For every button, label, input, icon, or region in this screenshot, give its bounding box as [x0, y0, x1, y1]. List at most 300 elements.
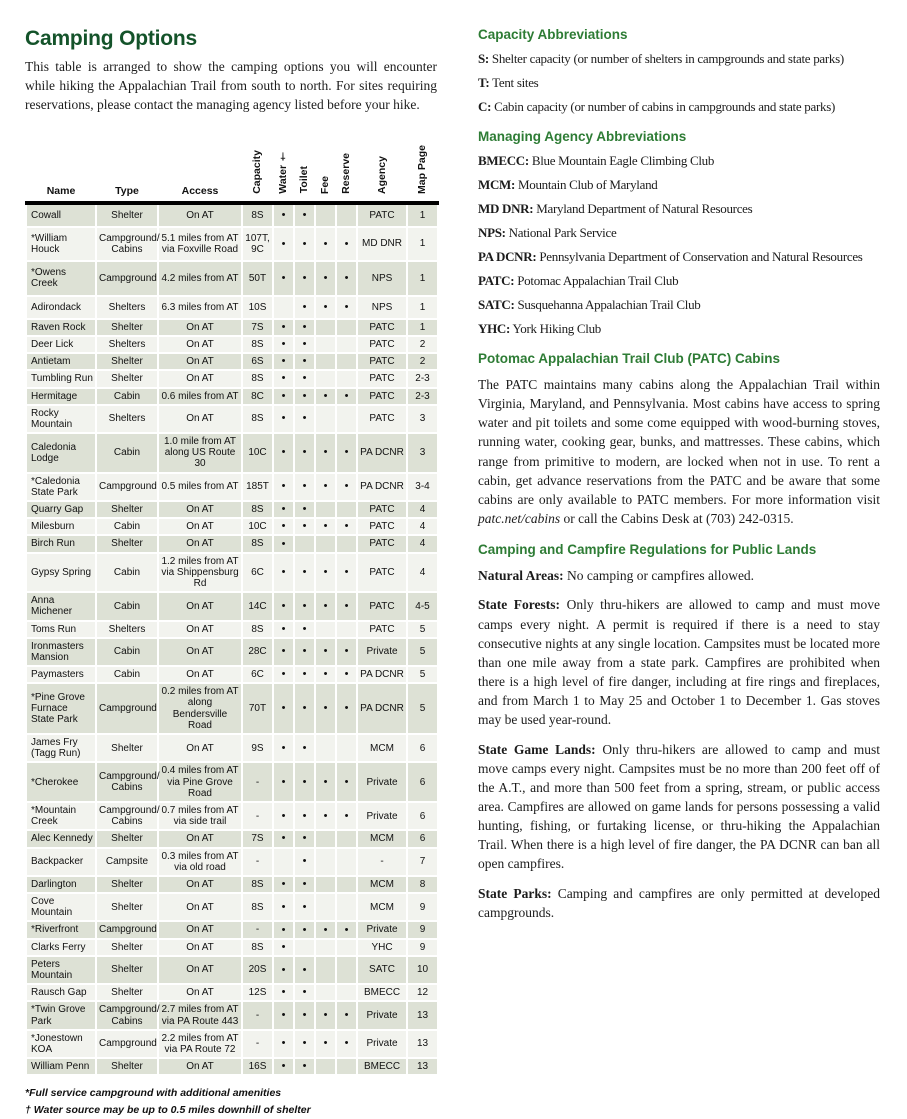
site-capacity: 70T — [242, 683, 273, 734]
water-dot: • — [273, 734, 294, 762]
site-agency: PATC — [357, 370, 407, 387]
site-access: On AT — [158, 921, 242, 938]
water-dot: • — [273, 592, 294, 620]
water-dot: • — [273, 1030, 294, 1058]
site-access: 0.5 miles from AT — [158, 473, 242, 501]
site-access: On AT — [158, 535, 242, 552]
site-type: Cabin — [96, 518, 158, 535]
toilet-dot: • — [294, 296, 315, 319]
site-agency: PATC — [357, 353, 407, 370]
reserve-dot — [336, 336, 357, 353]
site-name: *Pine Grove Furnace State Park — [26, 683, 96, 734]
site-agency: Private — [357, 638, 407, 666]
agency-abbreviations-section — [478, 129, 880, 337]
toilet-dot: • — [294, 683, 315, 734]
site-capacity: 8S — [242, 336, 273, 353]
water-dot: • — [273, 319, 294, 336]
water-dot: • — [273, 336, 294, 353]
site-type: Shelter — [96, 830, 158, 847]
table-row — [26, 876, 438, 893]
water-dot: • — [273, 876, 294, 893]
site-name: *Mountain Creek — [26, 802, 96, 830]
col-header-name: Name — [26, 129, 96, 203]
site-access: On AT — [158, 876, 242, 893]
fee-dot: • — [315, 433, 336, 473]
regulation-natural-areas: Natural Areas: No camping or campfires allowed. — [478, 568, 755, 584]
site-map-page: 5 — [407, 683, 438, 734]
site-map-page: 1 — [407, 296, 438, 319]
site-map-page: 6 — [407, 762, 438, 802]
patc-cabins-section — [478, 351, 880, 528]
site-map-page: 13 — [407, 1001, 438, 1029]
fee-dot — [315, 353, 336, 370]
site-map-page: 9 — [407, 893, 438, 921]
fee-dot: • — [315, 921, 336, 938]
table-row — [26, 501, 438, 518]
site-name: *Jonestown KOA — [26, 1030, 96, 1058]
site-agency: - — [357, 848, 407, 876]
col-header-toilet: Toilet — [294, 129, 315, 203]
site-access: 1.0 mile from AT along US Route 30 — [158, 433, 242, 473]
site-capacity: 20S — [242, 956, 273, 984]
toilet-dot: • — [294, 666, 315, 683]
reserve-dot — [336, 621, 357, 638]
reserve-dot: • — [336, 802, 357, 830]
toilet-dot: • — [294, 501, 315, 518]
reserve-dot — [336, 353, 357, 370]
reserve-dot — [336, 893, 357, 921]
reserve-dot — [336, 535, 357, 552]
site-agency: NPS — [357, 261, 407, 295]
toilet-dot: • — [294, 518, 315, 535]
site-capacity: 8S — [242, 370, 273, 387]
table-row — [26, 388, 438, 405]
fee-dot — [315, 501, 336, 518]
site-access: 5.1 miles from AT via Foxville Road — [158, 227, 242, 261]
info-column — [478, 27, 880, 932]
table-row — [26, 405, 438, 433]
site-map-page: 1 — [407, 319, 438, 336]
regulation-state-parks: State Parks: Camping and campfires are only permitted at developed campgrounds. — [478, 885, 880, 920]
table-row — [26, 921, 438, 938]
site-agency: PATC — [357, 553, 407, 593]
site-map-page: 1 — [407, 261, 438, 295]
site-map-page: 7 — [407, 848, 438, 876]
toilet-dot: • — [294, 802, 315, 830]
site-name: Tumbling Run — [26, 370, 96, 387]
reserve-dot: • — [336, 683, 357, 734]
table-row — [26, 893, 438, 921]
water-dot — [273, 848, 294, 876]
site-access: On AT — [158, 405, 242, 433]
reserve-dot — [336, 1058, 357, 1075]
site-agency: Private — [357, 1001, 407, 1029]
reserve-dot: • — [336, 388, 357, 405]
reserve-dot — [336, 939, 357, 956]
reserve-dot — [336, 370, 357, 387]
fee-dot — [315, 370, 336, 387]
site-capacity: 50T — [242, 261, 273, 295]
reserve-dot — [336, 405, 357, 433]
reserve-dot — [336, 319, 357, 336]
site-capacity: 10S — [242, 296, 273, 319]
site-access: On AT — [158, 353, 242, 370]
site-name: Caledonia Lodge — [26, 433, 96, 473]
site-type: Shelter — [96, 319, 158, 336]
site-name: *Caledonia State Park — [26, 473, 96, 501]
agency-abbreviations-heading: Managing Agency Abbreviations — [478, 129, 687, 144]
site-capacity: - — [242, 1001, 273, 1029]
fee-dot: • — [315, 296, 336, 319]
toilet-dot: • — [294, 227, 315, 261]
reserve-dot: • — [336, 638, 357, 666]
fee-dot: • — [315, 261, 336, 295]
site-type: Shelter — [96, 956, 158, 984]
site-capacity: 8S — [242, 876, 273, 893]
site-access: 4.2 miles from AT — [158, 261, 242, 295]
table-row — [26, 553, 438, 593]
site-map-page: 5 — [407, 621, 438, 638]
toilet-dot: • — [294, 1058, 315, 1075]
site-capacity: 6C — [242, 666, 273, 683]
site-agency: PATC — [357, 621, 407, 638]
site-name: Adirondack — [26, 296, 96, 319]
site-agency: YHC — [357, 939, 407, 956]
capacity-abbreviations-heading: Capacity Abbreviations — [478, 27, 628, 42]
site-name: Peters Mountain — [26, 956, 96, 984]
site-name: *Twin Grove Park — [26, 1001, 96, 1029]
site-capacity: 185T — [242, 473, 273, 501]
site-access: On AT — [158, 370, 242, 387]
col-header-fee: Fee — [315, 129, 336, 203]
fee-dot: • — [315, 666, 336, 683]
site-map-page: 4 — [407, 501, 438, 518]
site-access: On AT — [158, 518, 242, 535]
site-capacity: 6S — [242, 353, 273, 370]
toilet-dot: • — [294, 762, 315, 802]
site-map-page: 6 — [407, 830, 438, 847]
site-type: Shelters — [96, 336, 158, 353]
site-name: James Fry (Tagg Run) — [26, 734, 96, 762]
fee-dot — [315, 956, 336, 984]
site-map-page: 2 — [407, 336, 438, 353]
water-dot: • — [273, 1001, 294, 1029]
definition-nps: NPS: National Park Service — [478, 225, 617, 240]
site-type: Campground/ Cabins — [96, 227, 158, 261]
site-access: On AT — [158, 1058, 242, 1075]
table-row — [26, 370, 438, 387]
regulation-state-game-lands: State Game Lands: Only thru-hikers are allowed to camp and must move camps every night. Campsites must be no more than 200 feet off of the A.T., and more than 500 feet from a spring, stream, or public access area. Campfires are allowed on game lands for persons possessing a valid hunting, fishing, or furtaking license, or thru-hiking the Appalachian Trail. When there is a high level of fire danger, the PA DCNR can ban all open campfires. — [478, 741, 881, 872]
site-access: 0.3 miles from AT via old road — [158, 848, 242, 876]
site-type: Cabin — [96, 666, 158, 683]
site-name: Deer Lick — [26, 336, 96, 353]
reserve-dot: • — [336, 261, 357, 295]
site-type: Shelter — [96, 984, 158, 1001]
fee-dot — [315, 1058, 336, 1075]
water-dot: • — [273, 353, 294, 370]
water-dot: • — [273, 388, 294, 405]
reserve-dot: • — [336, 1030, 357, 1058]
water-dot: • — [273, 762, 294, 802]
site-capacity: 6C — [242, 553, 273, 593]
patc-cabins-heading: Potomac Appalachian Trail Club (PATC) Cabins — [478, 351, 781, 366]
site-map-page: 2 — [407, 353, 438, 370]
site-type: Campground — [96, 261, 158, 295]
site-type: Campground — [96, 921, 158, 938]
site-agency: MCM — [357, 830, 407, 847]
site-map-page: 13 — [407, 1030, 438, 1058]
table-row — [26, 683, 438, 734]
toilet-dot: • — [294, 336, 315, 353]
site-name: Milesburn — [26, 518, 96, 535]
toilet-dot: • — [294, 261, 315, 295]
site-name: Ironmasters Mansion — [26, 638, 96, 666]
table-row — [26, 666, 438, 683]
site-agency: PATC — [357, 319, 407, 336]
site-capacity: 9S — [242, 734, 273, 762]
reserve-dot: • — [336, 1001, 357, 1029]
table-row — [26, 984, 438, 1001]
camping-options-column — [25, 27, 437, 1119]
footnote-full-service: *Full service campground with additional amenities — [25, 1087, 282, 1100]
site-map-page: 9 — [407, 939, 438, 956]
water-dot: • — [273, 921, 294, 938]
table-row — [26, 848, 438, 876]
reserve-dot — [336, 956, 357, 984]
site-capacity: 8S — [242, 501, 273, 518]
reserve-dot: • — [336, 518, 357, 535]
definition-pa-dcnr: PA DCNR: Pennsylvania Department of Conservation and Natural Resources — [478, 249, 863, 264]
col-header-reserve: Reserve — [336, 129, 357, 203]
table-row — [26, 621, 438, 638]
toilet-dot: • — [294, 848, 315, 876]
toilet-dot: • — [294, 433, 315, 473]
reserve-dot: • — [336, 666, 357, 683]
site-map-page: 12 — [407, 984, 438, 1001]
reserve-dot — [336, 848, 357, 876]
site-name: Clarks Ferry — [26, 939, 96, 956]
reserve-dot: • — [336, 921, 357, 938]
water-dot: • — [273, 535, 294, 552]
site-map-page: 4 — [407, 518, 438, 535]
toilet-dot: • — [294, 1001, 315, 1029]
regulation-state-forests: State Forests: Only thru-hikers are allowed to camp and must move camps every night. A permit is required if there is a need to stay consecutive nights at any single location. Campsites must be located more than one mile away from a state park. Campfires are prohibited when there is a high level of fire danger, including at fire rings and fireplaces, and from March 1 to May 25 and October 1 to December 1. Gas stoves may be used year-round. — [478, 597, 880, 728]
site-map-page: 4 — [407, 535, 438, 552]
table-row — [26, 227, 438, 261]
site-agency: PATC — [357, 518, 407, 535]
site-map-page: 4 — [407, 553, 438, 593]
site-agency: NPS — [357, 296, 407, 319]
table-row — [26, 296, 438, 319]
site-access: 0.2 miles from AT along Bendersville Road — [158, 683, 242, 734]
site-capacity: - — [242, 762, 273, 802]
site-capacity: 14C — [242, 592, 273, 620]
site-name: Backpacker — [26, 848, 96, 876]
site-access: On AT — [158, 621, 242, 638]
reserve-dot — [336, 830, 357, 847]
toilet-dot — [294, 535, 315, 552]
site-name: Rocky Mountain — [26, 405, 96, 433]
site-type: Campground/ Cabins — [96, 762, 158, 802]
site-agency: BMECC — [357, 1058, 407, 1075]
definition-bmecc: BMECC: Blue Mountain Eagle Climbing Club — [478, 153, 715, 168]
site-type: Shelter — [96, 734, 158, 762]
fee-dot: • — [315, 683, 336, 734]
site-access: On AT — [158, 203, 242, 227]
site-type: Campground/ Cabins — [96, 802, 158, 830]
fee-dot: • — [315, 1001, 336, 1029]
site-type: Shelters — [96, 296, 158, 319]
reserve-dot — [336, 734, 357, 762]
toilet-dot: • — [294, 984, 315, 1001]
reserve-dot: • — [336, 592, 357, 620]
site-agency: BMECC — [357, 984, 407, 1001]
fee-dot — [315, 893, 336, 921]
site-name: Antietam — [26, 353, 96, 370]
site-access: 0.4 miles from AT via Pine Grove Road — [158, 762, 242, 802]
water-dot: • — [273, 501, 294, 518]
toilet-dot: • — [294, 830, 315, 847]
fee-dot — [315, 535, 336, 552]
site-access: 0.7 miles from AT via side trail — [158, 802, 242, 830]
site-access: On AT — [158, 893, 242, 921]
water-dot: • — [273, 1058, 294, 1075]
site-type: Campsite — [96, 848, 158, 876]
site-map-page: 6 — [407, 802, 438, 830]
site-map-page: 2-3 — [407, 388, 438, 405]
site-type: Shelter — [96, 876, 158, 893]
table-row — [26, 956, 438, 984]
site-type: Shelter — [96, 535, 158, 552]
col-header-agency: Agency — [357, 129, 407, 203]
site-type: Shelter — [96, 893, 158, 921]
definition-shelter-capacity: S: Shelter capacity (or number of shelters in campgrounds and state parks) — [478, 51, 844, 66]
site-agency: PATC — [357, 405, 407, 433]
site-map-page: 9 — [407, 921, 438, 938]
definition-md-dnr: MD DNR: Maryland Department of Natural Resources — [478, 201, 753, 216]
site-map-page: 5 — [407, 638, 438, 666]
site-access: On AT — [158, 956, 242, 984]
table-row — [26, 518, 438, 535]
fee-dot — [315, 876, 336, 893]
site-type: Shelter — [96, 939, 158, 956]
site-map-page: 3 — [407, 405, 438, 433]
capacity-abbreviations-section — [478, 27, 880, 115]
site-capacity: 16S — [242, 1058, 273, 1075]
page-title: Camping Options — [25, 27, 197, 50]
fee-dot: • — [315, 227, 336, 261]
site-name: Cove Mountain — [26, 893, 96, 921]
site-type: Campground — [96, 1030, 158, 1058]
site-access: On AT — [158, 319, 242, 336]
site-name: Hermitage — [26, 388, 96, 405]
site-access: 2.2 miles from AT via PA Route 72 — [158, 1030, 242, 1058]
site-map-page: 13 — [407, 1058, 438, 1075]
site-agency: PATC — [357, 203, 407, 227]
site-access: 0.6 miles from AT — [158, 388, 242, 405]
col-header-map-page: Map Page — [407, 129, 438, 203]
site-agency: PA DCNR — [357, 433, 407, 473]
site-access: 2.7 miles from AT via PA Route 443 — [158, 1001, 242, 1029]
table-footnotes — [25, 1085, 437, 1119]
water-dot: • — [273, 553, 294, 593]
site-access: On AT — [158, 666, 242, 683]
site-capacity: 8S — [242, 939, 273, 956]
toilet-dot: • — [294, 553, 315, 593]
site-agency: PATC — [357, 336, 407, 353]
site-access: On AT — [158, 592, 242, 620]
site-agency: MCM — [357, 876, 407, 893]
site-type: Shelter — [96, 1058, 158, 1075]
site-name: William Penn — [26, 1058, 96, 1075]
site-access: On AT — [158, 939, 242, 956]
regulations-heading: Camping and Campfire Regulations for Public Lands — [478, 542, 817, 558]
site-capacity: 8S — [242, 203, 273, 227]
water-dot: • — [273, 473, 294, 501]
site-name: Paymasters — [26, 666, 96, 683]
site-agency: Private — [357, 802, 407, 830]
table-row — [26, 535, 438, 552]
site-agency: PATC — [357, 592, 407, 620]
site-type: Cabin — [96, 433, 158, 473]
fee-dot — [315, 830, 336, 847]
table-row — [26, 1001, 438, 1029]
reserve-dot: • — [336, 296, 357, 319]
reserve-dot: • — [336, 473, 357, 501]
site-access: 6.3 miles from AT — [158, 296, 242, 319]
fee-dot — [315, 319, 336, 336]
water-dot — [273, 296, 294, 319]
site-capacity: 8S — [242, 621, 273, 638]
fee-dot: • — [315, 592, 336, 620]
site-agency: MCM — [357, 734, 407, 762]
toilet-dot: • — [294, 388, 315, 405]
reserve-dot: • — [336, 227, 357, 261]
toilet-dot: • — [294, 893, 315, 921]
table-row — [26, 830, 438, 847]
site-type: Shelters — [96, 405, 158, 433]
site-capacity: 8S — [242, 535, 273, 552]
definition-yhc: YHC: York Hiking Club — [478, 321, 602, 336]
toilet-dot: • — [294, 592, 315, 620]
toilet-dot: • — [294, 203, 315, 227]
table-row — [26, 353, 438, 370]
fee-dot: • — [315, 1030, 336, 1058]
site-agency: PATC — [357, 388, 407, 405]
site-capacity: - — [242, 802, 273, 830]
site-type: Campground/ Cabins — [96, 1001, 158, 1029]
site-type: Cabin — [96, 638, 158, 666]
toilet-dot: • — [294, 370, 315, 387]
reserve-dot — [336, 876, 357, 893]
site-name: *Owens Creek — [26, 261, 96, 295]
site-map-page: 4-5 — [407, 592, 438, 620]
fee-dot — [315, 203, 336, 227]
table-header-row — [26, 129, 438, 203]
reserve-dot — [336, 501, 357, 518]
water-dot: • — [273, 956, 294, 984]
reserve-dot — [336, 203, 357, 227]
site-map-page: 1 — [407, 227, 438, 261]
site-agency: PA DCNR — [357, 666, 407, 683]
site-name: Rausch Gap — [26, 984, 96, 1001]
fee-dot: • — [315, 388, 336, 405]
water-dot: • — [273, 370, 294, 387]
site-type: Cabin — [96, 592, 158, 620]
definition-cabin-capacity: C: Cabin capacity (or number of cabins in campgrounds and state parks) — [478, 99, 835, 114]
site-agency: MCM — [357, 893, 407, 921]
site-map-page: 3-4 — [407, 473, 438, 501]
